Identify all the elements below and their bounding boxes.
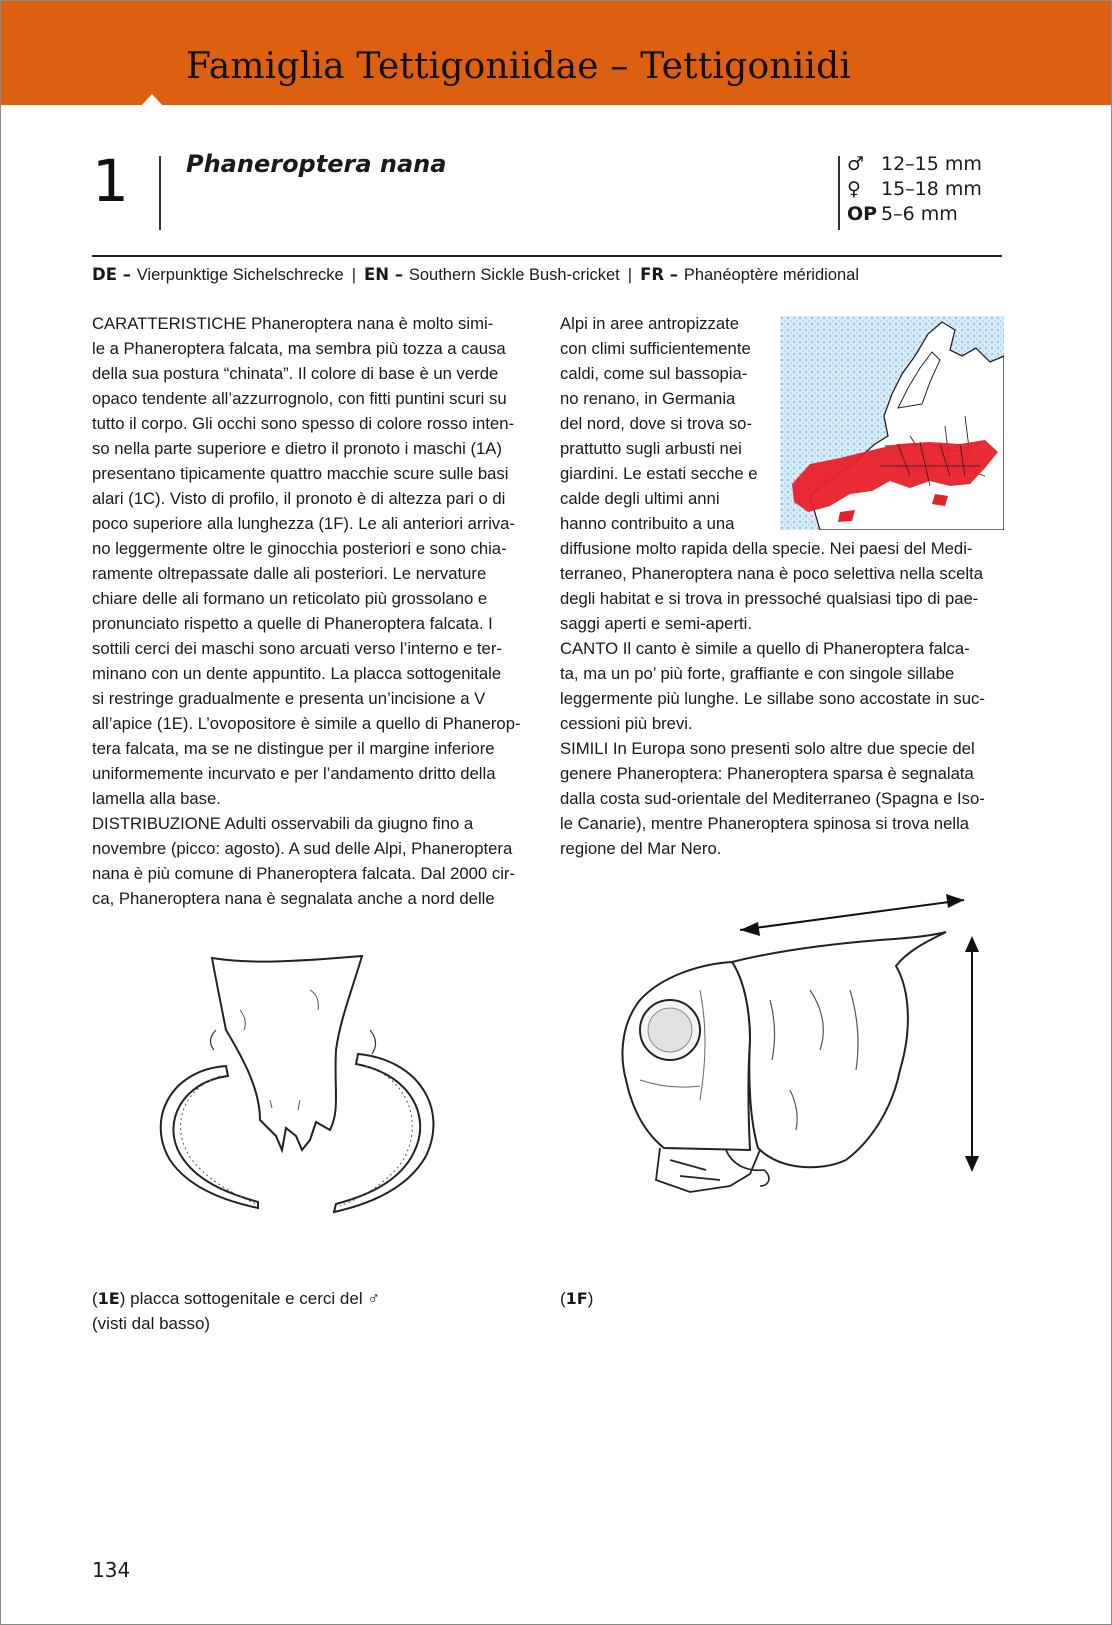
text-line: terraneo, Phaneroptera nana è poco selettiva nella scelta bbox=[560, 564, 984, 583]
text-line: poco superiore alla lunghezza (1F). Le ali anteriori arriva- bbox=[92, 514, 515, 533]
text-line: uniformemente incurvato e per l’andamento dritto della bbox=[92, 764, 496, 783]
page-title: Famiglia Tettigoniidae – Tettigoniidi bbox=[186, 46, 852, 87]
text-line: CANTO Il canto è simile a quello di Phaneroptera falca- bbox=[560, 639, 970, 658]
text-line: pronunciato rispetto a quelle di Phaneroptera falcata. I bbox=[92, 614, 493, 633]
text-column-left bbox=[92, 311, 534, 911]
text-line: DISTRIBUZIONE Adulti osservabili da giugno fino a bbox=[92, 814, 474, 833]
text-line: no leggermente oltre le ginocchia posteriori e sono chia- bbox=[92, 539, 507, 558]
right-cercus-hairs bbox=[340, 1066, 412, 1206]
text-line: novembre (picco: agosto). A sud delle Alpi, Phaneroptera bbox=[92, 839, 513, 858]
species-divider bbox=[159, 156, 161, 230]
text-line: hanno contribuito a una bbox=[560, 514, 735, 533]
caption-1e-ref: 1E bbox=[97, 1289, 120, 1308]
caption-1e-text: placca sottogenitale e cerci del ♂ bbox=[125, 1289, 381, 1308]
text-line: dalla costa sud-orientale del Mediterraneo (Spagna e Iso- bbox=[560, 789, 985, 808]
text-line: con climi sufficientemente bbox=[560, 339, 751, 358]
text-line: leggermente più lunghe. Le sillabe sono accostate in suc- bbox=[560, 689, 985, 708]
body-sizes bbox=[847, 152, 982, 227]
fr-label: FR bbox=[640, 265, 665, 284]
distribution-map bbox=[780, 316, 1004, 530]
subgenital-plate bbox=[212, 956, 362, 1150]
size-ovipositor: 5–6 mm bbox=[881, 203, 958, 225]
text-line: alari (1C). Visto di profilo, il pronoto è di altezza pari o di bbox=[92, 489, 506, 508]
text-line: all’apice (1E). L’ovopositore è simile a quello di Phanerop- bbox=[92, 714, 521, 733]
text-line: della sua postura “chinata”. Il colore di base è un verde bbox=[92, 364, 499, 383]
text-line: chiare delle ali formano un reticolato più grossolano e bbox=[92, 589, 488, 608]
en-label: EN bbox=[364, 265, 390, 284]
text-line: sottili cerci dei maschi sono arcuati verso l’interno e ter- bbox=[92, 639, 502, 658]
header-notch bbox=[141, 94, 163, 106]
text-line: le Canarie), mentre Phaneroptera spinosa si trova nella bbox=[560, 814, 970, 833]
text-line: saggi aperti e semi-aperti. bbox=[560, 614, 752, 633]
common-names: DE – Vierpunktige Sichelschrecke | EN – Southern Sickle Bush-cricket | FR – Phanéoptère méridional bbox=[92, 265, 860, 284]
text-line: no renano, in Germania bbox=[560, 389, 736, 408]
right-cercus bbox=[334, 1054, 433, 1212]
caption-1e-line1: (1E) placca sottogenitale e cerci del ♂ bbox=[92, 1289, 381, 1308]
size-row-female bbox=[847, 177, 982, 202]
text-line: degli habitat e si trova in pressoché qualsiasi tipo di pae- bbox=[560, 589, 979, 608]
pronotum bbox=[732, 932, 946, 1167]
ovipositor-label: OP bbox=[847, 203, 878, 225]
text-line: so nella parte superiore e dietro il pronoto i maschi (1A) bbox=[92, 439, 502, 458]
eye-inner bbox=[648, 1008, 692, 1052]
height-arrow-top bbox=[965, 936, 979, 952]
male-symbol: ♂ bbox=[847, 153, 865, 175]
sizes-divider bbox=[838, 156, 840, 230]
title-rule bbox=[92, 255, 1002, 257]
text-line: nana è più comune di Phaneroptera falcata. Dal 2000 cir- bbox=[92, 864, 516, 883]
caption-1e bbox=[92, 1286, 380, 1336]
size-row-ovipositor bbox=[847, 202, 982, 227]
length-arrow-right bbox=[946, 894, 964, 908]
text-line: tera falcata, ma se ne distingue per il margine inferiore bbox=[92, 739, 495, 758]
text-line: ramente oltrepassate dalle ali posteriori. Le nervature bbox=[92, 564, 487, 583]
text-line: regione del Mar Nero. bbox=[560, 839, 722, 858]
palps bbox=[726, 1150, 769, 1186]
en-name: Southern Sickle Bush-cricket bbox=[408, 266, 620, 284]
text-line: del nord, dove si trova so- bbox=[560, 414, 753, 433]
figure-1e-subgenital-plate bbox=[130, 950, 490, 1250]
left-cercus bbox=[161, 1066, 258, 1208]
text-line: le a Phaneroptera falcata, ma sembra più tozza a causa bbox=[92, 339, 506, 358]
size-female: 15–18 mm bbox=[881, 178, 982, 200]
figure-1f-pronotum-profile bbox=[600, 880, 1000, 1240]
mouthparts bbox=[656, 1148, 760, 1192]
page-number: 134 bbox=[92, 1558, 131, 1582]
text-line: diffusione molto rapida della specie. Nei paesi del Medi- bbox=[560, 539, 973, 558]
text-line: ca, Phaneroptera nana è segnalata anche a nord delle bbox=[92, 889, 495, 908]
caption-1f-ref: 1F bbox=[565, 1289, 588, 1308]
species-name: Phaneroptera nana bbox=[186, 150, 447, 178]
text-line: si restringe gradualmente e presenta un’incisione a V bbox=[92, 689, 486, 708]
text-line: calde degli ultimi anni bbox=[560, 489, 720, 508]
de-label: DE bbox=[92, 265, 117, 284]
de-name: Vierpunktige Sichelschrecke bbox=[136, 266, 344, 284]
size-male: 12–15 mm bbox=[881, 153, 982, 175]
text-line: SIMILI In Europa sono presenti solo altre due specie del bbox=[560, 739, 975, 758]
text-line: caldi, come sul bassopia- bbox=[560, 364, 748, 383]
text-line: prattutto sugli arbusti nei bbox=[560, 439, 742, 458]
size-row-male bbox=[847, 152, 982, 177]
fr-name: Phanéoptère méridional bbox=[683, 266, 860, 284]
text-line: giardini. Le estati secche e bbox=[560, 464, 758, 483]
text-line: lamella alla base. bbox=[92, 789, 221, 808]
left-cercus-hairs bbox=[181, 1076, 256, 1204]
caption-1f: (1F) bbox=[560, 1289, 594, 1308]
caption-1e-line2: (visti dal basso) bbox=[92, 1314, 211, 1333]
text-line: CARATTERISTICHE Phaneroptera nana è molto simi- bbox=[92, 314, 494, 333]
female-symbol: ♀ bbox=[847, 178, 861, 200]
text-line: genere Phaneroptera: Phaneroptera sparsa è segnalata bbox=[560, 764, 974, 783]
text-line: minano con un dente appuntito. La placca sottogenitale bbox=[92, 664, 502, 683]
text-line: presentano tipicamente quattro macchie scure sulle basi bbox=[92, 464, 509, 483]
text-line: Alpi in aree antropizzate bbox=[560, 314, 740, 333]
text-line: tutto il corpo. Gli occhi sono spesso di colore rosso inten- bbox=[92, 414, 515, 433]
length-arrow-line bbox=[740, 900, 964, 930]
text-line: cessioni più brevi. bbox=[560, 714, 693, 733]
text-line: ta, ma un po’ più forte, graffiante e con singole sillabe bbox=[560, 664, 955, 683]
species-number: 1 bbox=[92, 147, 129, 215]
text-line: opaco tendente all’azzurrognolo, con fitti puntini scuri su bbox=[92, 389, 507, 408]
length-arrow-left bbox=[740, 922, 760, 936]
height-arrow-bottom bbox=[965, 1156, 979, 1172]
